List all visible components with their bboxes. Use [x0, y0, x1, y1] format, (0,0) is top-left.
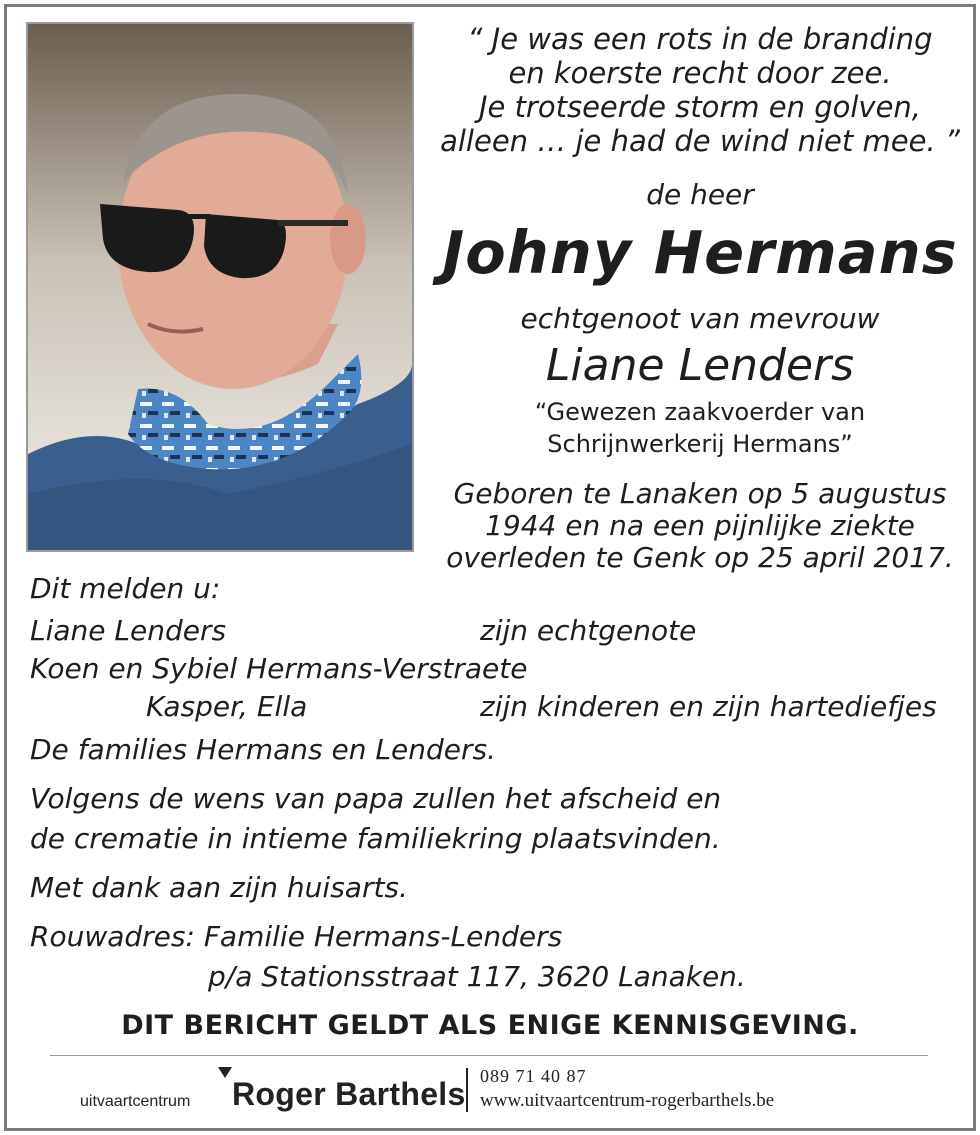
quote-line: en koerste recht door zee.	[508, 56, 892, 90]
occupation	[430, 396, 970, 460]
announcers-heading: Dit melden u:	[30, 572, 221, 605]
website-link[interactable]: www.uitvaartcentrum-rogerbarthels.be	[480, 1090, 775, 1111]
announcer-relation: zijn kinderen en zijn hartediefjes	[480, 690, 937, 723]
announcer-relation: zijn echtgenote	[480, 614, 697, 647]
born-line: 1944 en na een pijnlijke ziekte	[485, 509, 915, 542]
address-line: p/a Stationsstraat 117, 3620 Lanaken.	[208, 960, 746, 993]
quote-line: alleen … je had de wind niet mee. ”	[440, 124, 960, 158]
address-line: Rouwadres: Familie Hermans-Lenders	[30, 920, 563, 953]
portrait-photo	[26, 22, 414, 552]
born-line: overleden te Genk op 25 april 2017.	[446, 541, 954, 574]
wish-line: Volgens de wens van papa zullen het afscheid en	[30, 782, 722, 815]
quote-line: Je trotseerde storm en golven,	[478, 90, 922, 124]
spouse-name: Liane Lenders	[545, 340, 855, 391]
occupation-line: Schrijnwerkerij Hermans”	[547, 430, 853, 458]
announcer-name: De families Hermans en Lenders.	[30, 733, 496, 766]
quote-line: “ Je was een rots in de branding	[467, 22, 933, 56]
brand-name: Roger Barthels	[232, 1076, 466, 1112]
phone-number: 089 71 40 87	[480, 1066, 587, 1086]
announcer-name: Koen en Sybiel Hermans-Verstraete	[30, 652, 528, 685]
footer-separator	[466, 1068, 468, 1112]
triangle-icon	[218, 1067, 232, 1078]
occupation-line: “Gewezen zaakvoerder van	[534, 398, 866, 426]
announcer-name: Kasper, Ella	[146, 690, 308, 723]
announcer-name: Liane Lenders	[30, 614, 227, 647]
brand-small: uitvaartcentrum	[80, 1093, 191, 1110]
deceased-name: Johny Hermans	[442, 218, 958, 287]
honorific: de heer	[646, 178, 754, 211]
spouse-label: echtgenoot van mevrouw	[520, 302, 880, 335]
closing-notice: DIT BERICHT GELDT ALS ENIGE KENNISGEVING.	[121, 1010, 859, 1041]
wish-line: de crematie in intieme familiekring plaatsvinden.	[30, 822, 721, 855]
birth-death-info	[430, 478, 970, 574]
born-line: Geboren te Lanaken op 5 augustus	[453, 477, 947, 510]
footer-divider	[50, 1055, 928, 1056]
thanks-line: Met dank aan zijn huisarts.	[30, 871, 408, 904]
memorial-quote	[430, 22, 970, 158]
